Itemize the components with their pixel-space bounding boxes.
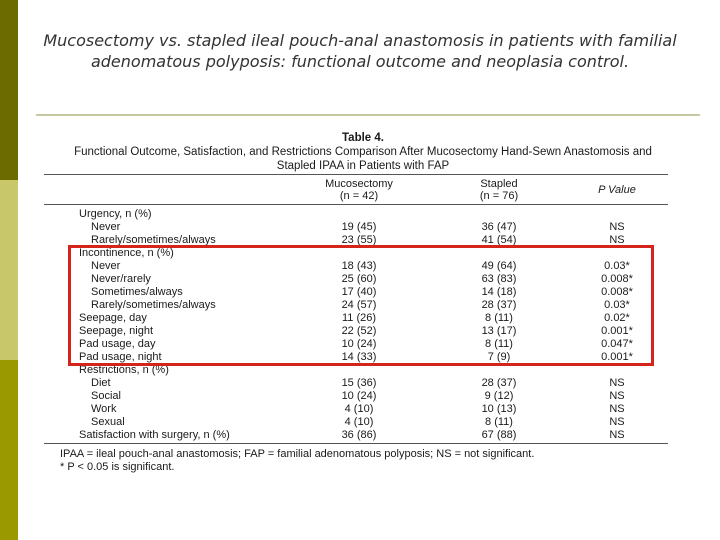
slide-title: Mucosectomy vs. stapled ileal pouch-anal anastomosis in patients with familial adenomatous polyposis: functional outcome and neoplasia control.	[43, 31, 677, 71]
cell-stapled: 28 (37)	[481, 377, 517, 389]
cell-stapled: 49 (64)	[481, 260, 517, 272]
row-label: Seepage, day	[79, 312, 147, 324]
cell-stapled: 13 (17)	[481, 325, 517, 337]
table-caption-line2: Stapled IPAA in Patients with FAP	[276, 160, 450, 172]
cell-p-value: 0.001*	[601, 351, 633, 363]
row-label: Rarely/sometimes/always	[91, 234, 216, 246]
cell-stapled: 28 (37)	[481, 299, 517, 311]
row-label: Never/rarely	[91, 273, 151, 285]
cell-stapled: 14 (18)	[481, 286, 517, 298]
row-label: Restrictions, n (%)	[79, 364, 169, 376]
table-caption	[48, 131, 678, 173]
cell-stapled: 67 (88)	[481, 429, 517, 441]
row-label: Never	[91, 221, 121, 233]
row-label: Social	[91, 390, 121, 402]
cell-mucosectomy: 23 (55)	[341, 234, 377, 246]
cell-stapled: 9 (12)	[484, 390, 514, 402]
table-footnote-significance: * P < 0.05 is significant.	[60, 461, 175, 473]
cell-p-value: NS	[609, 377, 625, 389]
cell-p-value: NS	[609, 221, 625, 233]
cell-mucosectomy: 11 (26)	[341, 312, 377, 324]
row-label: Urgency, n (%)	[79, 208, 152, 220]
row-label: Never	[91, 260, 121, 272]
cell-stapled: 41 (54)	[481, 234, 517, 246]
row-label: Sexual	[91, 416, 125, 428]
cell-mucosectomy: 4 (10)	[344, 403, 374, 415]
table-row	[44, 221, 668, 234]
cell-mucosectomy: 10 (24)	[341, 338, 377, 350]
cell-p-value: 0.008*	[601, 273, 633, 285]
row-label: Sometimes/always	[91, 286, 183, 298]
cell-mucosectomy: 4 (10)	[344, 416, 374, 428]
cell-mucosectomy: 25 (60)	[341, 273, 377, 285]
row-label: Pad usage, day	[79, 338, 156, 350]
header-mucosectomy	[319, 178, 399, 202]
cell-stapled: 8 (11)	[485, 338, 513, 350]
row-label: Pad usage, night	[79, 351, 162, 363]
cell-mucosectomy: 22 (52)	[341, 325, 377, 337]
cell-mucosectomy: 14 (33)	[341, 351, 377, 363]
cell-p-value: 0.047*	[601, 338, 633, 350]
cell-p-value: 0.02*	[604, 312, 630, 324]
table-number: Table 4.	[342, 132, 384, 144]
row-label: Satisfaction with surgery, n (%)	[79, 429, 230, 441]
cell-mucosectomy: 15 (36)	[341, 377, 377, 389]
table-header-rule	[44, 204, 668, 205]
table-row	[44, 403, 668, 416]
sidebar-accent	[0, 0, 18, 540]
header-stapled-n: (n = 76)	[479, 190, 519, 202]
cell-stapled: 8 (11)	[485, 416, 513, 428]
table-row	[44, 377, 668, 390]
table-row	[44, 208, 668, 221]
cell-mucosectomy: 10 (24)	[341, 390, 377, 402]
sidebar-block-mid	[0, 360, 18, 540]
table-row	[44, 416, 668, 429]
table-caption-line1: Functional Outcome, Satisfaction, and Restrictions Comparison After Mucosectomy Hand-Sewn Anastomosis and	[74, 146, 652, 158]
cell-p-value: 0.03*	[604, 299, 630, 311]
header-stapled	[459, 178, 539, 202]
cell-stapled: 8 (11)	[485, 312, 513, 324]
title-divider	[36, 114, 700, 116]
row-label: Rarely/sometimes/always	[91, 299, 216, 311]
cell-p-value: NS	[609, 403, 625, 415]
row-label: Diet	[91, 377, 111, 389]
row-label: Seepage, night	[79, 325, 154, 337]
row-label: Work	[91, 403, 117, 415]
table-row	[44, 390, 668, 403]
cell-stapled: 10 (13)	[481, 403, 517, 415]
sidebar-block-light	[0, 180, 18, 360]
cell-mucosectomy: 17 (40)	[341, 286, 377, 298]
header-mucosectomy-label: Mucosectomy	[325, 178, 393, 190]
table-row	[44, 429, 668, 442]
cell-stapled: 7 (9)	[487, 351, 511, 363]
sidebar-block-dark	[0, 0, 18, 180]
cell-p-value: 0.03*	[604, 260, 630, 272]
cell-mucosectomy: 24 (57)	[341, 299, 377, 311]
header-p-value: P Value	[598, 184, 636, 196]
cell-p-value: NS	[609, 390, 625, 402]
cell-p-value: 0.001*	[601, 325, 633, 337]
cell-p-value: NS	[609, 416, 625, 428]
cell-p-value: NS	[609, 234, 625, 246]
highlight-box	[68, 245, 654, 366]
cell-p-value: 0.008*	[601, 286, 633, 298]
cell-mucosectomy: 18 (43)	[341, 260, 377, 272]
cell-stapled: 36 (47)	[481, 221, 517, 233]
table-bottom-rule	[44, 443, 668, 444]
cell-stapled: 63 (83)	[481, 273, 517, 285]
row-label: Incontinence, n (%)	[79, 247, 174, 259]
cell-p-value: NS	[609, 429, 625, 441]
table-top-rule	[44, 174, 668, 175]
table-footnote-abbrev: IPAA = ileal pouch-anal anastomosis; FAP = familial adenomatous polyposis; NS = not significant.	[60, 448, 535, 460]
header-mucosectomy-n: (n = 42)	[339, 190, 379, 202]
cell-mucosectomy: 19 (45)	[341, 221, 377, 233]
cell-mucosectomy: 36 (86)	[341, 429, 377, 441]
header-stapled-label: Stapled	[480, 178, 518, 190]
